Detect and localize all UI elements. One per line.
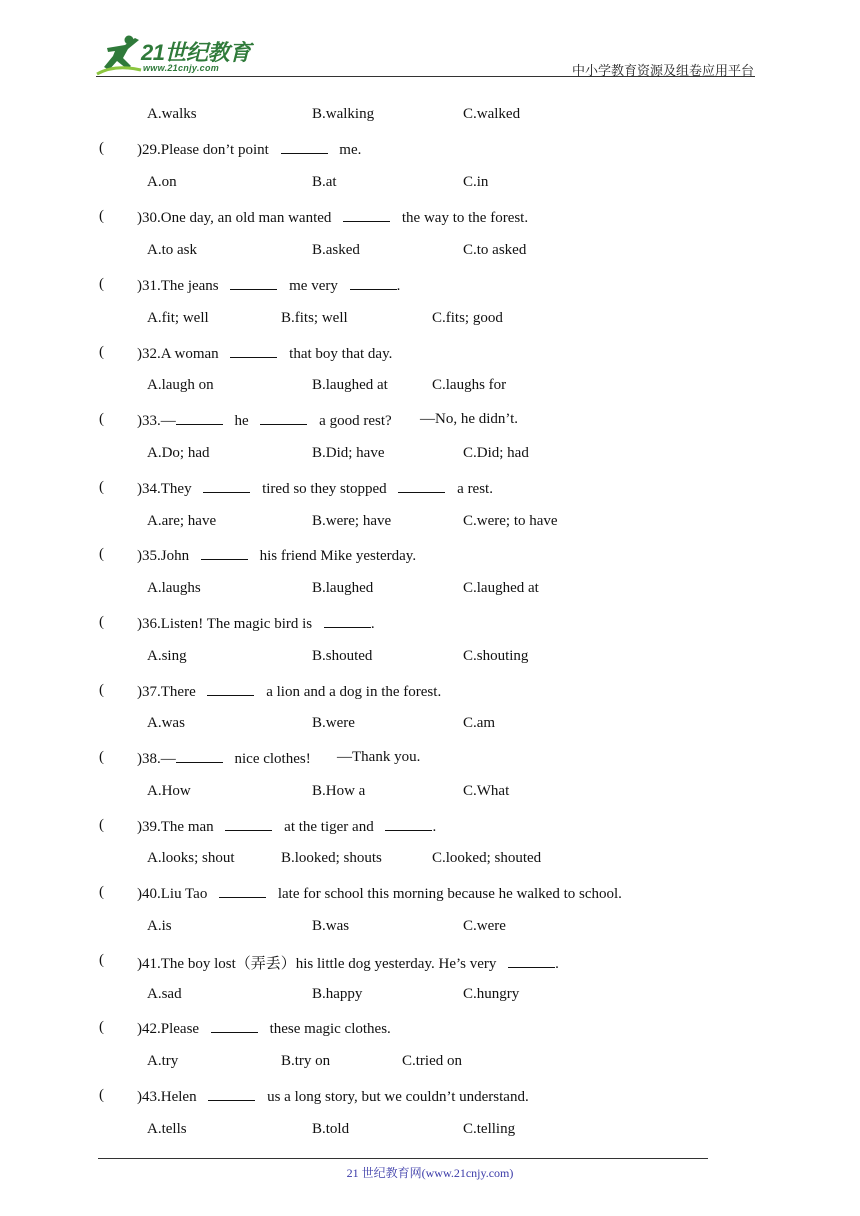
stem-text: a lion and a dog in the forest. <box>262 684 442 700</box>
option-c: C.in <box>463 174 489 190</box>
option-a: A.on <box>147 174 177 190</box>
stem-text: Liu Tao <box>160 886 212 902</box>
header-divider <box>96 76 755 77</box>
question-number: )34. <box>137 481 161 497</box>
option-b: B.laughed at <box>312 377 388 393</box>
question-33 <box>0 411 860 431</box>
question-43 <box>0 1087 860 1107</box>
stem-text: late for school this morning because he walked to school. <box>274 886 622 902</box>
stem-text: me. <box>335 142 362 158</box>
stem-text: he <box>230 413 253 429</box>
answer-blank <box>230 276 277 290</box>
answer-paren: ( <box>99 276 104 292</box>
answer-blank <box>219 884 266 898</box>
answer-paren: ( <box>99 614 104 630</box>
runner-logo-icon <box>95 34 143 76</box>
option-b: B.happy <box>312 986 363 1002</box>
option-a: A.fit; well <box>147 310 209 326</box>
stem-text: these magic clothes. <box>265 1021 391 1037</box>
footer-divider <box>98 1158 708 1159</box>
option-c: C.What <box>463 783 510 799</box>
question-41 <box>0 952 860 972</box>
stem-text: me very <box>285 278 342 294</box>
page-footer[interactable]: 21 世纪教育网(www.21cnjy.com) <box>346 1166 514 1180</box>
stem-text: his friend Mike yesterday. <box>255 548 417 564</box>
option-c: C.laughed at <box>463 580 539 596</box>
option-b: B.laughed <box>312 580 374 596</box>
question-stem <box>137 208 528 227</box>
answer-blank <box>211 1019 258 1033</box>
answer-paren: ( <box>99 682 104 698</box>
option-b: B.at <box>312 174 337 190</box>
option-b: B.looked; shouts <box>281 850 382 866</box>
answer-blank <box>260 411 307 425</box>
option-c: C.telling <box>463 1121 516 1137</box>
answer-paren: ( <box>99 817 104 833</box>
option-a: A.Do; had <box>147 445 210 461</box>
option-c: C.hungry <box>463 986 520 1002</box>
site-logo <box>95 34 260 78</box>
stem-text: . <box>396 278 401 294</box>
question-39 <box>0 817 860 837</box>
answer-paren: ( <box>99 1019 104 1035</box>
option-row <box>0 986 860 1006</box>
option-row <box>0 310 860 330</box>
option-row <box>0 445 860 465</box>
question-stem <box>137 344 392 363</box>
option-a: A.sad <box>147 986 182 1002</box>
option-c: C.laughs for <box>432 377 507 393</box>
answer-blank <box>508 954 555 968</box>
option-c: C.walked <box>463 106 521 122</box>
stem-text: . <box>432 819 437 835</box>
option-row <box>0 1053 860 1073</box>
question-number: )41. <box>137 956 161 972</box>
option-a: A.try <box>147 1053 179 1069</box>
option-c: C.Did; had <box>463 445 529 461</box>
option-c: C.to asked <box>463 242 527 258</box>
stem-text: the way to the forest. <box>398 210 529 226</box>
question-42 <box>0 1019 860 1039</box>
stem-text: There <box>160 684 200 700</box>
option-a: A.was <box>147 715 185 731</box>
stem-text: The boy lost（弄丢）his little dog yesterday. He’s very <box>160 956 501 972</box>
question-number: )43. <box>137 1089 161 1105</box>
question-number: )40. <box>137 886 161 902</box>
option-b: B.walking <box>312 106 375 122</box>
page-header <box>0 0 860 80</box>
answer-blank <box>324 614 371 628</box>
option-c: C.fits; good <box>432 310 503 326</box>
question-40 <box>0 884 860 904</box>
option-c: C.shouting <box>463 648 529 664</box>
header-tagline: 中小学教育资源及组卷应用平台 <box>571 64 754 79</box>
option-a: A.tells <box>147 1121 187 1137</box>
stem-text: . <box>555 956 559 972</box>
option-b: B.fits; well <box>281 310 348 326</box>
option-b: B.was <box>312 918 350 934</box>
question-number: )33. <box>137 413 161 429</box>
option-b: B.were <box>312 715 355 731</box>
option-a: A.laugh on <box>147 377 214 393</box>
stem-text: Please don’t point <box>160 142 273 158</box>
stem-text: a rest. <box>453 481 493 497</box>
answer-paren: ( <box>99 952 104 968</box>
option-a: A.sing <box>147 648 187 664</box>
stem-text: The man <box>160 819 218 835</box>
answer-blank <box>201 546 248 560</box>
question-32 <box>0 344 860 364</box>
option-row <box>0 850 860 870</box>
answer-blank <box>343 208 390 222</box>
question-stem <box>137 140 361 159</box>
option-row <box>0 377 860 397</box>
answer-blank <box>230 344 277 358</box>
answer-paren: ( <box>99 749 104 765</box>
option-row <box>0 783 860 803</box>
question-stem <box>137 276 400 295</box>
logo-text: 21世纪教育 <box>141 40 251 65</box>
response-text: —Thank you. <box>337 749 421 765</box>
logo-url: www.21cnjy.com <box>143 63 220 73</box>
answer-blank <box>176 749 223 763</box>
question-number: )36. <box>137 616 161 632</box>
answer-blank <box>281 140 328 154</box>
option-c: C.am <box>463 715 496 731</box>
stem-text: a good rest? <box>315 413 392 429</box>
option-c: C.tried on <box>402 1053 462 1069</box>
stem-text: at the tiger and <box>280 819 378 835</box>
question-stem <box>137 749 311 768</box>
question-stem <box>137 411 392 430</box>
option-b: B.Did; have <box>312 445 385 461</box>
response-text: —No, he didn’t. <box>420 411 519 427</box>
answer-blank <box>398 479 445 493</box>
question-number: )38. <box>137 751 161 767</box>
option-a: A.walks <box>147 106 197 122</box>
answer-paren: ( <box>99 1087 104 1103</box>
question-stem <box>137 952 559 973</box>
option-b: B.were; have <box>312 513 392 529</box>
answer-paren: ( <box>99 884 104 900</box>
answer-blank <box>203 479 250 493</box>
answer-blank <box>207 682 254 696</box>
option-row <box>0 648 860 668</box>
option-b: B.told <box>312 1121 350 1137</box>
stem-text: Please <box>160 1021 203 1037</box>
answer-paren: ( <box>99 140 104 156</box>
question-30 <box>0 208 860 228</box>
answer-paren: ( <box>99 479 104 495</box>
option-row <box>0 174 860 194</box>
question-31 <box>0 276 860 296</box>
option-b: B.shouted <box>312 648 373 664</box>
option-row <box>0 918 860 938</box>
option-a: A.to ask <box>147 242 197 258</box>
answer-paren: ( <box>99 546 104 562</box>
answer-blank <box>208 1087 255 1101</box>
question-38 <box>0 749 860 769</box>
stem-text: that boy that day. <box>285 346 393 362</box>
stem-text: nice clothes! <box>230 751 311 767</box>
answer-blank <box>176 411 223 425</box>
question-number: )30. <box>137 210 161 226</box>
option-a: A.How <box>147 783 191 799</box>
answer-paren: ( <box>99 344 104 360</box>
question-number: )31. <box>137 278 161 294</box>
option-a: A.laughs <box>147 580 201 596</box>
stem-text: us a long story, but we couldn’t understand. <box>263 1089 529 1105</box>
question-stem <box>137 546 416 565</box>
question-29 <box>0 140 860 160</box>
option-row <box>0 106 860 126</box>
option-row <box>0 513 860 533</box>
option-a: A.are; have <box>147 513 217 529</box>
question-36 <box>0 614 860 634</box>
option-row <box>0 580 860 600</box>
stem-text: . <box>370 616 375 632</box>
answer-blank <box>225 817 272 831</box>
stem-text: They <box>160 481 196 497</box>
stem-text: John <box>160 548 193 564</box>
question-37 <box>0 682 860 702</box>
option-c: C.were <box>463 918 506 934</box>
question-stem <box>137 884 622 903</box>
option-row <box>0 715 860 735</box>
option-row <box>0 1121 860 1141</box>
option-b: B.How a <box>312 783 366 799</box>
question-stem <box>137 1087 529 1106</box>
question-number: )39. <box>137 819 161 835</box>
stem-text: — <box>160 413 176 429</box>
option-c: C.were; to have <box>463 513 558 529</box>
option-c: C.looked; shouted <box>432 850 542 866</box>
answer-blank <box>385 817 432 831</box>
question-number: )29. <box>137 142 161 158</box>
option-b: B.try on <box>281 1053 331 1069</box>
option-b: B.asked <box>312 242 360 258</box>
option-a: A.looks; shout <box>147 850 235 866</box>
stem-text: One day, an old man wanted <box>160 210 336 226</box>
question-stem <box>137 479 493 498</box>
question-stem <box>137 614 375 633</box>
option-row <box>0 242 860 262</box>
option-a: A.is <box>147 918 172 934</box>
question-number: )37. <box>137 684 161 700</box>
answer-paren: ( <box>99 208 104 224</box>
question-stem <box>137 682 441 701</box>
stem-text: A woman <box>160 346 223 362</box>
stem-text: tired so they stopped <box>258 481 391 497</box>
answer-paren: ( <box>99 411 104 427</box>
answer-blank <box>350 276 397 290</box>
question-stem <box>137 1019 391 1038</box>
question-35 <box>0 546 860 566</box>
stem-text: Listen! The magic bird is <box>160 616 316 632</box>
question-number: )32. <box>137 346 161 362</box>
stem-text: The jeans <box>160 278 223 294</box>
question-34 <box>0 479 860 499</box>
question-number: )35. <box>137 548 161 564</box>
stem-text: — <box>160 751 176 767</box>
stem-text: Helen <box>160 1089 201 1105</box>
question-number: )42. <box>137 1021 161 1037</box>
question-stem <box>137 817 436 836</box>
